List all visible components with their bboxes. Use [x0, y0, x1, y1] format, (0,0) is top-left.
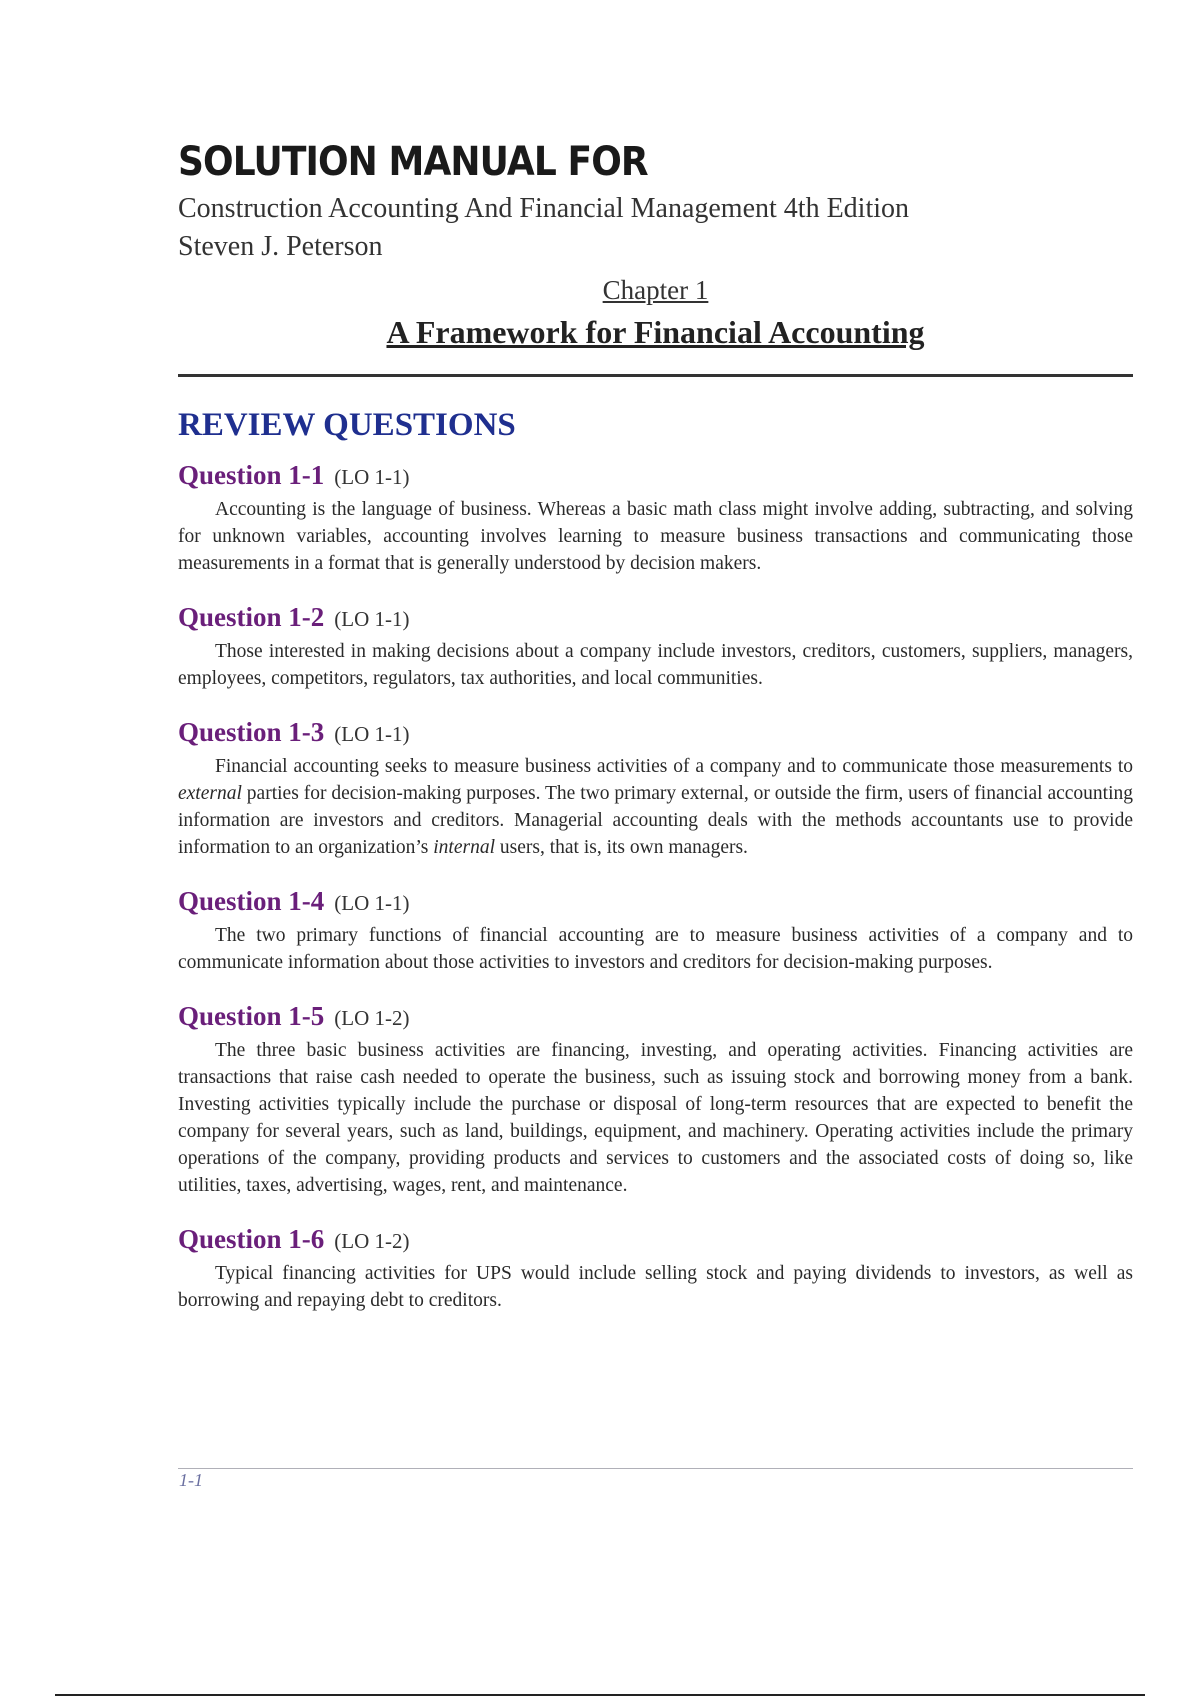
emphasis-internal: internal [433, 837, 496, 858]
question-label: Question 1-5 [178, 1001, 325, 1031]
chapter-title: A Framework for Financial Accounting [386, 314, 925, 350]
question-block [178, 1223, 1133, 1314]
emphasis-external: external [178, 783, 242, 804]
section-heading: REVIEW QUESTIONS [178, 407, 516, 443]
footer-divider [178, 1468, 1133, 1469]
question-answer: The two primary functions of financial accounting are to measure business activities of a company and to communicate information about those activities to investors and creditors for decision-making purposes. [178, 925, 1133, 973]
learning-objective: (LO 1-2) [334, 1006, 410, 1030]
learning-objective: (LO 1-1) [334, 891, 410, 915]
learning-objective: (LO 1-1) [334, 722, 410, 746]
question-answer: Those interested in making decisions about a company include investors, creditors, customers, suppliers, managers, employees, competitors, regulators, tax authorities, and local communities. [178, 641, 1133, 689]
document-page [178, 140, 1133, 1314]
question-block [178, 601, 1133, 692]
question-label: Question 1-1 [178, 460, 325, 490]
question-label: Question 1-2 [178, 602, 325, 632]
book-author: Steven J. Peterson [178, 231, 383, 262]
learning-objective: (LO 1-1) [334, 465, 410, 489]
page-bottom-divider [55, 1694, 1145, 1696]
answer-text: users, that is, its own managers. [495, 837, 748, 858]
question-answer: The three basic business activities are financing, investing, and operating activities. Financing activities are transactions that raise cash needed to operate the business, such as issuing stock and borrowing money from a bank. Investing activities typically include the purchase or disposal of long-term resources that are expected to benefit the company for several years, such as land, buildings, equipment, and machinery. Operating activities include the primary operations of the company, providing products and services to customers and the associated costs of doing so, like utilities, taxes, advertising, wages, rent, and maintenance. [178, 1040, 1133, 1196]
header-divider [178, 374, 1133, 377]
question-block [178, 885, 1133, 976]
question-block [178, 1000, 1133, 1199]
chapter-label: Chapter 1 [602, 275, 709, 305]
question-answer: Typical financing activities for UPS would include selling stock and paying dividends to investors, as well as borrowing and repaying debt to creditors. [178, 1263, 1133, 1311]
page-number: 1-1 [179, 1470, 203, 1490]
learning-objective: (LO 1-1) [334, 607, 410, 631]
question-label: Question 1-6 [178, 1224, 325, 1254]
question-block [178, 716, 1133, 861]
question-label: Question 1-3 [178, 717, 325, 747]
question-answer: Accounting is the language of business. Whereas a basic math class might involve adding, subtracting, and solving for unknown variables, accounting involves learning to measure business transactions and communicating those measurements in a format that is generally understood by decision makers. [178, 499, 1133, 574]
question-answer [178, 753, 1133, 861]
answer-text: parties for decision-making purposes. The two primary external, or outside the firm, users of financial accounting information are investors and creditors. Managerial accounting deals with the methods accountants use to provide information to an organization’s [178, 783, 1133, 858]
answer-text: Financial accounting seeks to measure business activities of a company and to communicate those measurements to [215, 756, 1133, 777]
book-title: Construction Accounting And Financial Management 4th Edition [178, 193, 910, 224]
question-label: Question 1-4 [178, 886, 325, 916]
learning-objective: (LO 1-2) [334, 1229, 410, 1253]
manual-title: SOLUTION MANUAL FOR [178, 139, 648, 185]
question-block [178, 459, 1133, 577]
